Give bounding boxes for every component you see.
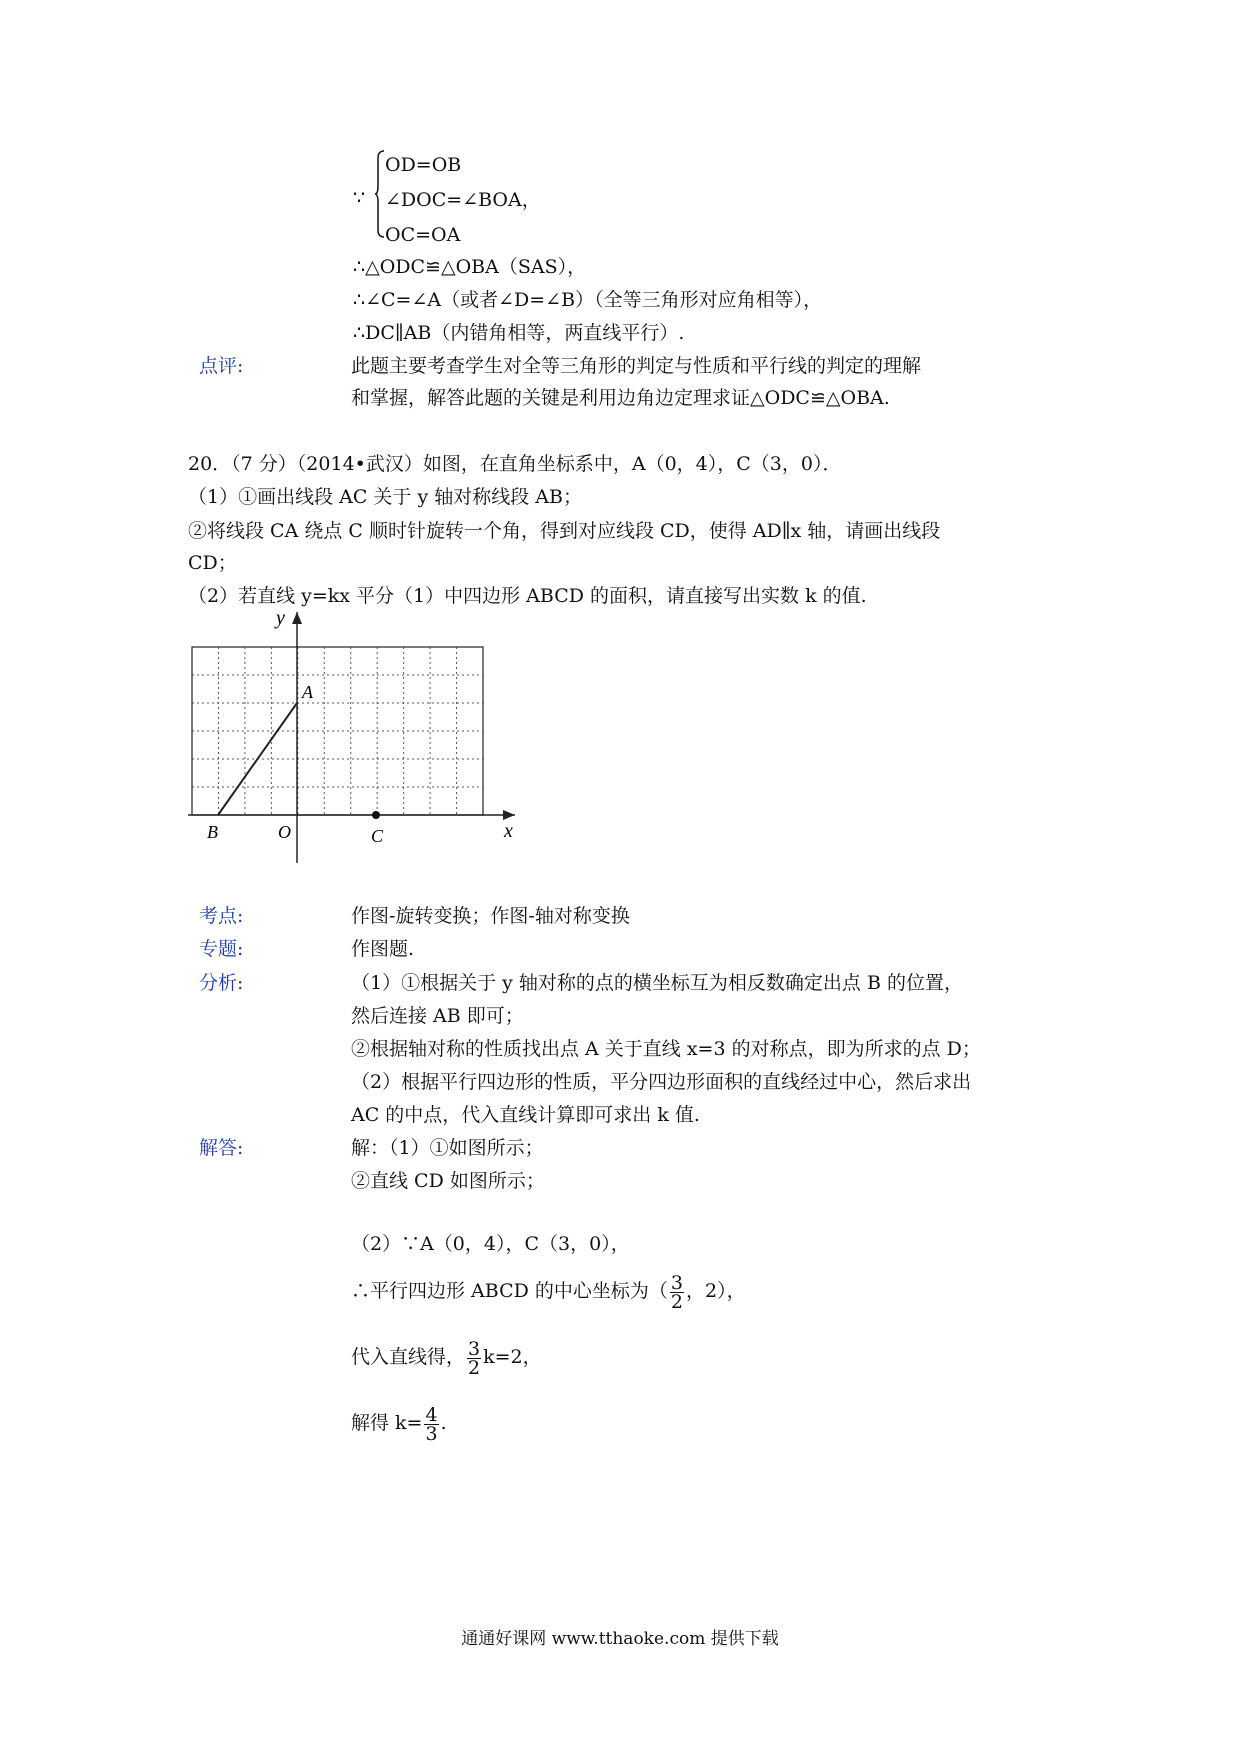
proof-line-4: ∴△ODC≌△OBA（SAS），	[353, 256, 587, 278]
jieda-line-4	[351, 1273, 746, 1311]
fraction-numerator: 4	[425, 1403, 438, 1426]
zhuanti-label: 专题:	[199, 938, 244, 960]
jieda-label: 解答:	[199, 1137, 244, 1159]
point-label-b: B	[207, 822, 218, 842]
point-c	[372, 811, 380, 819]
zhuanti-text: 作图题.	[351, 938, 415, 960]
fraction-denominator: 2	[670, 1290, 683, 1313]
jieda-line-5-post: k=2，	[483, 1346, 542, 1368]
jieda-line-4-post: ，2），	[685, 1280, 746, 1302]
question-line-1: 20．（7 分）（2014•武汉）如图，在直角坐标系中，A（0，4），C（3，0）．	[188, 453, 842, 475]
fenxi-label: 分析:	[199, 972, 244, 994]
fraction-denominator: 2	[468, 1356, 481, 1379]
proof-line-5: ∴∠C=∠A（或者∠D=∠B）（全等三角形对应角相等），	[353, 289, 823, 311]
comment-label: 点评:	[199, 355, 244, 377]
point-label-o: O	[278, 822, 291, 842]
point-label-c: C	[371, 826, 384, 846]
jieda-line-6-pre: 解得 k=	[351, 1412, 423, 1434]
comment-line-1: 此题主要考查学生对全等三角形的判定与性质和平行线的判定的理解	[351, 355, 922, 377]
point-label-a: A	[302, 682, 313, 702]
comment-line-2: 和掌握，解答此题的关键是利用边角边定理求证△ODC≌△OBA.	[351, 387, 890, 409]
question-line-5: （2）若直线 y=kx 平分（1）中四边形 ABCD 的面积，请直接写出实数 k 的值.	[188, 585, 867, 607]
x-axis-arrow-icon	[503, 810, 515, 820]
proof-line-6: ∴DC∥AB（内错角相等，两直线平行）.	[353, 322, 685, 344]
fenxi-line-1: （1）①根据关于 y 轴对称的点的横坐标互为相反数确定出点 B 的位置，	[351, 972, 963, 994]
question-line-4: CD；	[188, 552, 237, 574]
fraction-denominator: 3	[425, 1422, 438, 1445]
jieda-line-6	[351, 1405, 447, 1443]
kaodian-text: 作图-旋转变换；作图-轴对称变换	[351, 905, 630, 927]
axis-label-x: x	[504, 820, 513, 842]
jieda-line-1: 解：（1）①如图所示；	[351, 1137, 544, 1159]
brace-line-2: ∠DOC=∠BOA，	[385, 189, 541, 211]
jieda-line-2: ②直线 CD 如图所示；	[351, 1170, 545, 1192]
jieda-line-4-pre: ∴平行四边形 ABCD 的中心坐标为（	[351, 1280, 668, 1302]
fraction-three-halves	[467, 1337, 481, 1379]
y-axis-arrow-icon	[292, 612, 302, 624]
fraction-numerator: 3	[468, 1337, 481, 1360]
jieda-line-5-pre: 代入直线得，	[351, 1346, 466, 1368]
kaodian-label: 考点:	[199, 905, 244, 927]
fraction-four-thirds	[424, 1403, 438, 1445]
jieda-line-6-post: .	[440, 1412, 447, 1434]
brace-line-3: OC=OA	[385, 224, 461, 246]
brace-line-1: OD=OB	[385, 154, 462, 176]
fraction-three-halves	[670, 1271, 684, 1313]
fenxi-line-4: （2）根据平行四边形的性质，平分四边形面积的直线经过中心，然后求出	[351, 1071, 972, 1093]
fenxi-line-2: 然后连接 AB 即可；	[351, 1005, 524, 1027]
fraction-numerator: 3	[670, 1271, 683, 1294]
segment-ab	[218, 703, 297, 815]
fenxi-line-3: ②根据轴对称的性质找出点 A 关于直线 x=3 的对称点，即为所求的点 D；	[351, 1038, 981, 1060]
jieda-line-5	[351, 1339, 542, 1377]
fenxi-line-5: AC 的中点，代入直线计算即可求出 k 值.	[351, 1104, 700, 1126]
because-symbol: ∵	[353, 187, 366, 209]
page-footer: 通通好课网 www.tthaoke.com 提供下载	[461, 1629, 779, 1649]
axis-label-y: y	[276, 607, 285, 629]
question-line-2: （1）①画出线段 AC 关于 y 轴对称线段 AB；	[188, 486, 582, 508]
jieda-line-3: （2）∵A（0，4），C（3，0），	[351, 1233, 630, 1255]
question-line-3: ②将线段 CA 绕点 C 顺时针旋转一个角，得到对应线段 CD，使得 AD∥x 轴，请画出线段	[188, 520, 941, 542]
